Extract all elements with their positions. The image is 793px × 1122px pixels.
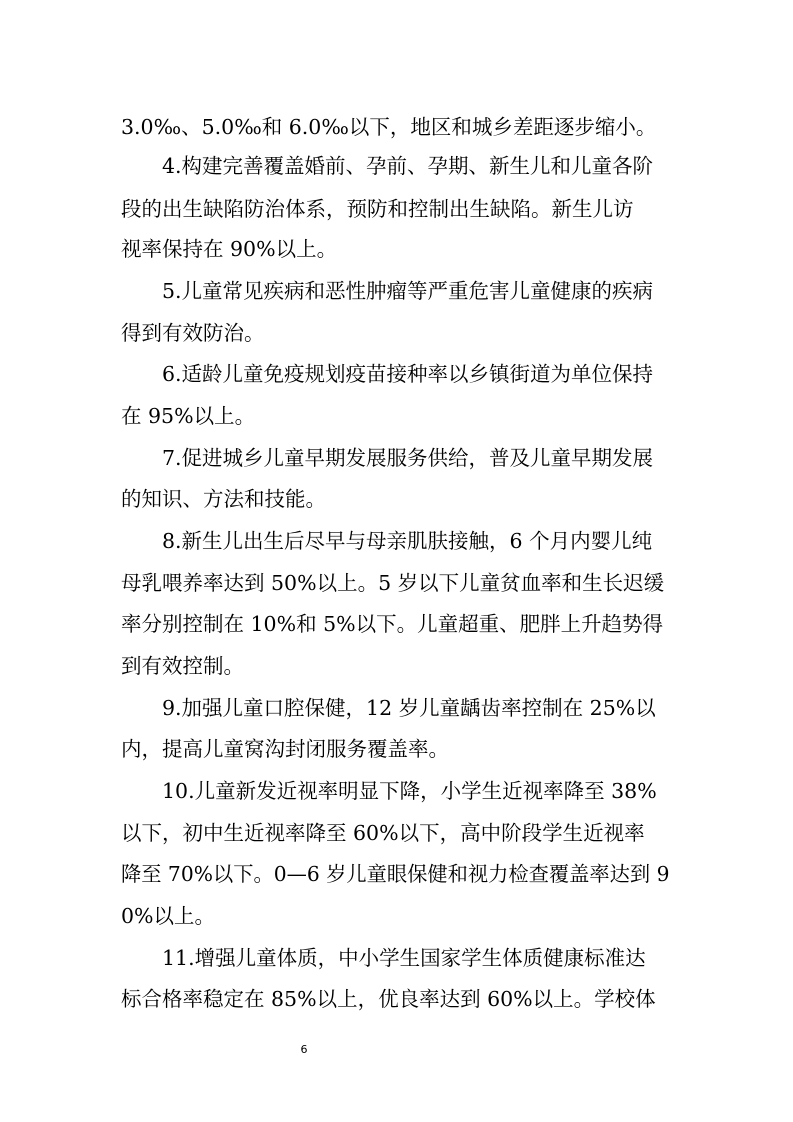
line-text: 的知识、方法和技能。: [121, 487, 326, 511]
line-text: 0%以上。: [121, 904, 216, 928]
line-text: 7.促进城乡儿童早期发展服务供给，普及儿童早期发展: [162, 446, 654, 470]
text-line: [0, 396, 793, 436]
line-text: 到有效控制。: [121, 654, 244, 678]
line-text: 内，提高儿童窝沟封闭服务覆盖率。: [121, 737, 449, 761]
text-line: [0, 354, 793, 394]
text-line: [0, 979, 793, 1019]
text-line: [0, 521, 793, 561]
line-text: 3.0‰、5.0‰和 6.0‰以下，地区和城乡差距逐步缩小。: [121, 115, 657, 139]
text-line: [0, 479, 793, 519]
text-line: [0, 438, 793, 478]
text-line: [0, 229, 793, 269]
text-line: [0, 729, 793, 769]
line-text: 6.适龄儿童免疫规划疫苗接种率以乡镇街道为单位保持: [162, 362, 654, 386]
text-line: [0, 813, 793, 853]
text-line: [0, 146, 793, 186]
line-text: 率分别控制在 10%和 5%以下。儿童超重、肥胖上升趋势得: [121, 612, 664, 636]
line-text: 母乳喂养率达到 50%以上。5 岁以下儿童贫血率和生长迟缓: [121, 571, 665, 595]
line-text: 10.儿童新发近视率明显下降，小学生近视率降至 38%: [162, 779, 657, 803]
line-text: 标合格率稳定在 85%以上，优良率达到 60%以上。学校体: [121, 987, 656, 1011]
text-line: [0, 854, 793, 894]
line-text: 8.新生儿出生后尽早与母亲肌肤接触，6 个月内婴儿纯: [162, 529, 653, 553]
text-line: [0, 604, 793, 644]
line-text: 4.构建完善覆盖婚前、孕前、孕期、新生儿和儿童各阶: [162, 154, 654, 178]
text-line: [0, 107, 793, 147]
line-text: 9.加强儿童口腔保健，12 岁儿童龋齿率控制在 25%以: [162, 696, 656, 720]
text-line: [0, 313, 793, 353]
text-line: [0, 688, 793, 728]
line-text: 5.儿童常见疾病和恶性肿瘤等严重危害儿童健康的疾病: [162, 279, 654, 303]
text-line: [0, 646, 793, 686]
line-text: 在 95%以上。: [121, 404, 256, 428]
text-line: [0, 896, 793, 936]
page-number: 6: [300, 1043, 308, 1056]
line-text: 段的出生缺陷防治体系，预防和控制出生缺陷。新生儿访: [121, 197, 634, 221]
line-text: 以下，初中生近视率降至 60%以下，高中阶段学生近视率: [121, 821, 645, 845]
line-text: 得到有效防治。: [121, 321, 265, 345]
line-text: 视率保持在 90%以上。: [121, 237, 338, 261]
text-line: [0, 189, 793, 229]
text-line: [0, 563, 793, 603]
line-text: 11.增强儿童体质，中小学生国家学生体质健康标准达: [162, 946, 646, 970]
text-line: [0, 938, 793, 978]
line-text: 降至 70%以下。0—6 岁儿童眼保健和视力检查覆盖率达到 9: [121, 862, 670, 886]
text-line: [0, 271, 793, 311]
text-line: [0, 771, 793, 811]
